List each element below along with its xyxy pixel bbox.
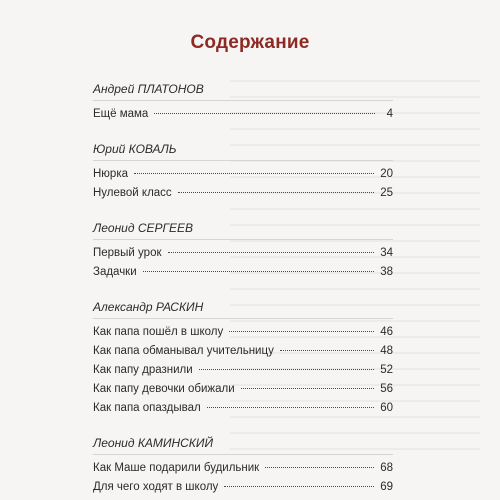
entry-page-number: 46	[380, 326, 393, 338]
entry-title: Нюрка	[93, 168, 129, 180]
toc-entry[interactable]	[93, 399, 393, 418]
toc-section	[93, 78, 393, 124]
toc-entry[interactable]	[93, 323, 393, 342]
toc-section	[93, 296, 393, 418]
toc-entry[interactable]	[93, 478, 393, 497]
dot-leader	[241, 388, 375, 389]
toc-entry[interactable]	[93, 361, 393, 380]
toc-entry[interactable]	[93, 380, 393, 399]
toc-entry[interactable]	[93, 263, 393, 282]
entry-title: Задачки	[93, 266, 137, 278]
entry-title: Ещё мама	[93, 108, 149, 120]
page-title: Содержание	[190, 32, 310, 53]
entry-title: Первый урок	[93, 247, 162, 259]
entry-title: Как папу дразнили	[93, 364, 193, 376]
section-divider	[93, 454, 393, 455]
section-divider	[93, 100, 393, 101]
dot-leader	[280, 350, 374, 351]
entry-page-number: 52	[380, 364, 393, 376]
toc-entry[interactable]	[93, 244, 393, 263]
toc-entry[interactable]	[93, 342, 393, 361]
entry-page-number: 48	[380, 345, 393, 357]
dot-leader	[229, 331, 374, 332]
entry-page-number: 60	[380, 402, 393, 414]
dot-leader	[199, 369, 375, 370]
entry-page-number: 34	[380, 247, 393, 259]
dot-leader	[207, 407, 374, 408]
dot-leader	[143, 271, 375, 272]
entry-title: Как папу девочки обижали	[93, 383, 235, 395]
entry-page-number: 69	[380, 481, 393, 493]
author-name: Леонид СЕРГЕЕВ	[93, 221, 194, 235]
section-divider	[93, 239, 393, 240]
toc-entry[interactable]	[93, 459, 393, 478]
entry-title: Как папа обманывал учительницу	[93, 345, 274, 357]
entry-title: Как папа пошёл в школу	[93, 326, 224, 338]
section-divider	[93, 318, 393, 319]
dot-leader	[168, 252, 375, 253]
author-name: Андрей ПЛАТОНОВ	[93, 82, 204, 96]
toc-entry[interactable]	[93, 165, 393, 184]
entry-page-number: 20	[380, 168, 393, 180]
dot-leader	[224, 486, 374, 487]
toc-entry[interactable]	[93, 184, 393, 203]
toc-section	[93, 138, 393, 203]
entry-page-number: 56	[380, 383, 393, 395]
toc-entry[interactable]	[93, 105, 393, 124]
dot-leader	[134, 173, 374, 174]
dot-leader	[154, 113, 375, 114]
entry-title: Нулевой класс	[93, 187, 172, 199]
author-name: Юрий КОВАЛЬ	[93, 142, 177, 156]
entry-title: Как Маше подарили будильник	[93, 462, 260, 474]
entry-page-number: 4	[386, 108, 393, 120]
dot-leader	[178, 192, 375, 193]
author-name: Леонид КАМИНСКИЙ	[93, 436, 214, 450]
toc-section	[93, 217, 393, 282]
toc-section	[93, 432, 393, 497]
entry-title: Как папа опаздывал	[93, 402, 201, 414]
table-of-contents	[93, 78, 393, 500]
section-divider	[93, 160, 393, 161]
entry-page-number: 68	[380, 462, 393, 474]
dot-leader	[265, 467, 374, 468]
entry-title: Для чего ходят в школу	[93, 481, 219, 493]
entry-page-number: 38	[380, 266, 393, 278]
entry-page-number: 25	[380, 187, 393, 199]
author-name: Александр РАСКИН	[93, 300, 204, 314]
